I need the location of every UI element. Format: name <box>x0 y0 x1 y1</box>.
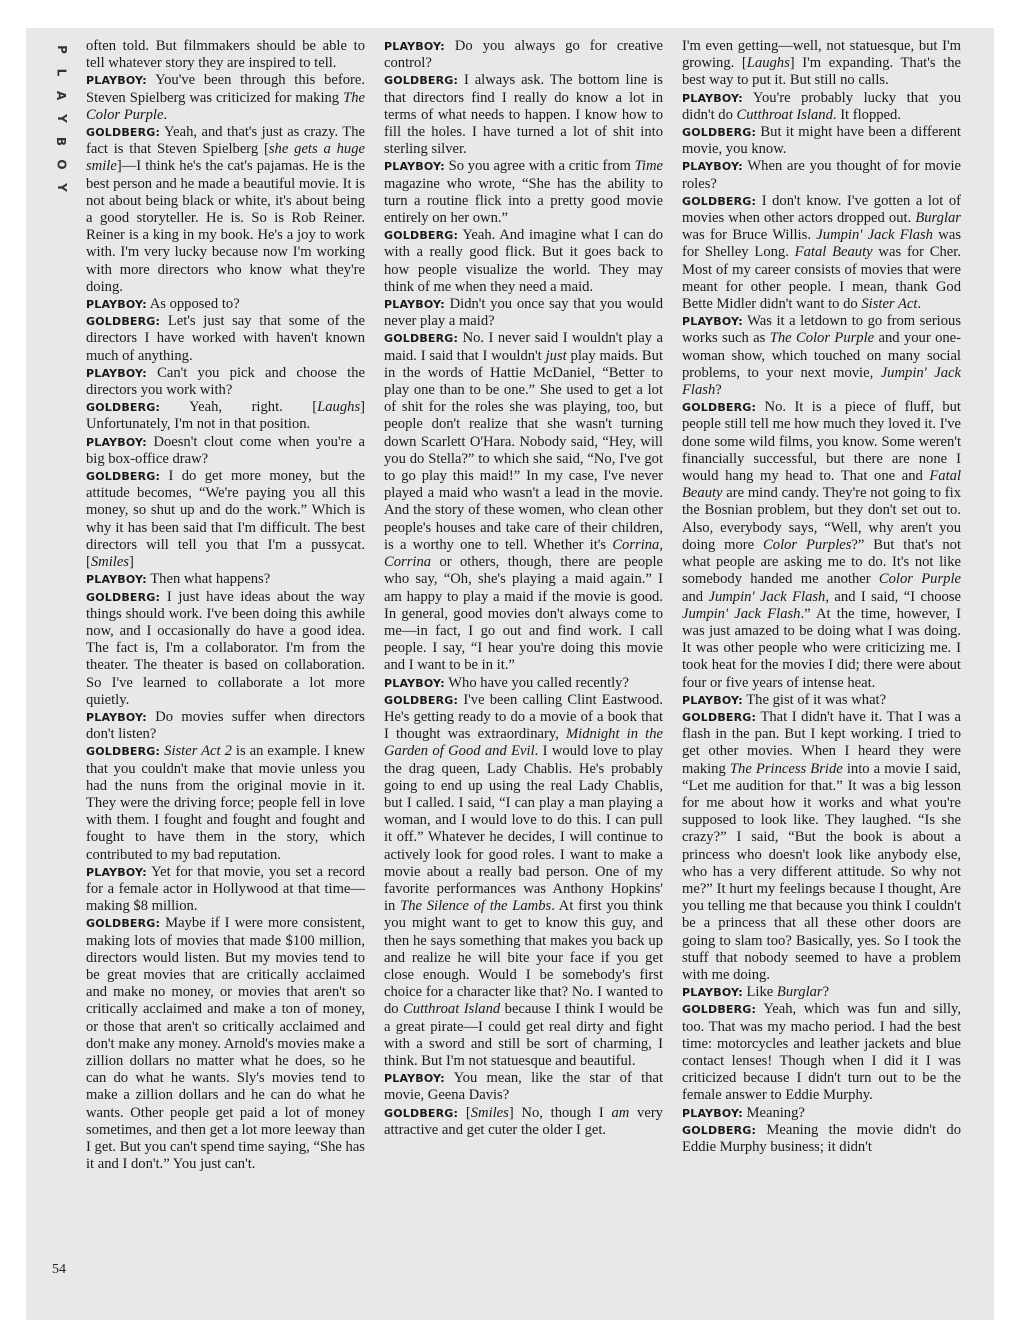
interview-paragraph <box>86 468 365 571</box>
page-number: 54 <box>52 1262 66 1277</box>
body-text: magazine who wrote, “She has the ability to turn a routine flick into a pretty good movie entirely on her own.” <box>384 175 663 227</box>
interview-paragraph <box>682 399 961 691</box>
side-label-letter: O <box>54 159 69 170</box>
body-text: [ <box>465 1104 471 1121</box>
body-text: So you agree with a critic from <box>448 158 635 175</box>
italic-title: Laughs <box>317 399 361 416</box>
body-text: . At first you think you might want to get to know this guy, and then he says something that makes you back up and realize he will bite your face if you get close enough. Would I be somebody's first choice for a character like that? No. I wanted to do <box>384 898 664 1018</box>
italic-title: Cutthroat Island <box>736 106 833 123</box>
body-text: Yeah, which was fun and silly, too. That was my macho period. I had the best time: motorcycles and leather jackets and blue contact lenses! Though when I did it I was criticized because I didn't turn out to be the female answer to Eddie Murphy. <box>682 1001 961 1104</box>
interview-paragraph <box>86 72 365 124</box>
body-text: No. I never said I wouldn't play a maid. I said that I wouldn't <box>384 330 663 364</box>
speaker-label: GOLDBERG: <box>682 710 757 724</box>
body-text: often told. But filmmakers should be able to tell whatever story they are inspired to tell. <box>86 38 365 72</box>
interview-paragraph <box>682 313 961 399</box>
side-label-letter: B <box>54 136 69 147</box>
italic-title: The Princess Bride <box>729 760 843 777</box>
italic-title: Color Purples <box>763 536 852 553</box>
body-text: was for Shelley Long. <box>682 227 961 261</box>
interview-paragraph <box>86 864 365 916</box>
text-column-1 <box>86 38 365 1173</box>
italic-title: Fatal Beauty <box>682 468 961 502</box>
interview-paragraph <box>682 709 961 984</box>
interview-paragraph <box>682 158 961 192</box>
italic-title: Smiles <box>470 1104 509 1121</box>
interview-paragraph <box>86 589 365 709</box>
speaker-label: PLAYBOY: <box>682 693 743 707</box>
body-text: , and I said, “I choose <box>825 588 961 605</box>
italic-title: Cutthroat Island <box>403 1001 501 1018</box>
speaker-label: GOLDBERG: <box>86 590 161 604</box>
italic-title: am <box>611 1104 630 1121</box>
body-text: Yet for that movie, you set a record for a female actor in Hollywood at that time—making $8 million. <box>86 863 365 915</box>
text-column-3 <box>682 38 961 1156</box>
body-text: I just have ideas about the way things should work. I've been doing this awhile now, and I occasionally do have a good idea. The fact is, I'm a collaborator. I'm from the theater. The theater is based on collaboration. So I've learned to collaborate a lot more quietly. <box>86 588 366 708</box>
body-text: You're probably lucky that you didn't do <box>682 89 962 123</box>
italic-title: Corrina, Corrina <box>384 536 663 571</box>
speaker-label: PLAYBOY: <box>384 1072 445 1086</box>
interview-paragraph <box>86 709 365 743</box>
body-text: I do get more money, but the attitude becomes, “We're paying you all this money, so shut up and do the work.” Which is why it has been said that I'm difficult. The best directors will tell you that I'm a pussycat. [ <box>86 468 365 571</box>
italic-title: Sister Act 2 <box>164 743 232 760</box>
body-text: . I would love to play the drag queen, Lady Chablis. He's probably going to end up using the real Lady Chablis, but I called. I said, “I can play a man playing a woman, and I would love to do this. I can pull it off.” Whatever he decides, I will continue to actively look for good roles. I want to make a movie about a really bad person. One of my favorite performances was Anthony Hopkins' in <box>384 743 664 915</box>
body-text: was for Bruce Willis. <box>682 227 817 244</box>
body-text: is an example. I knew that you couldn't make that movie unless you had the nuns from the original movie in it. They were the driving force; people fell in love with them. I fought and fought and fought and fought to have them in the story, which contributed to my bad reputation. <box>86 743 365 863</box>
body-text: .” At the time, however, I was just amazed to be doing what I was doing. It was other people who were criticizing me. I took heat for the movies I did; there were about four or five years of intense heat. <box>682 605 961 691</box>
speaker-label: PLAYBOY: <box>86 573 147 587</box>
body-text: Meaning? <box>746 1104 805 1121</box>
speaker-label: GOLDBERG: <box>86 917 161 931</box>
speaker-label: GOLDBERG: <box>86 315 161 329</box>
speaker-label: PLAYBOY: <box>86 366 147 380</box>
body-text: ?” But that's not what people are asking me to do. It's not like somebody handed me another <box>682 536 962 588</box>
interview-paragraph <box>384 330 663 674</box>
body-text: play maids. But in the words of Hattie McDaniel, “Better to play one than to be one.” She used to get a lot of shit for the roles she was playing, too, but people don't realize that she wasn't turning down Scarlett O'Hara. Nobody said, “Hey, will you do Stella?” to which she said, “No, I've got to go play this maid!” In my case, I've never played a maid who wasn't a lead in the movie. And the story of these women, who clean other people's houses and take care of their children, is a worthy one to tell. Whether it's <box>384 347 663 553</box>
body-text: Can't you pick and choose the directors you work with? <box>86 364 365 399</box>
body-text: into a movie I said, “Let me audition for that.” It was a big lesson for me about how it works and what you're supposed to look like. They laughed. “Is she crazy?” I said, “But the book is about a princess who doesn't look like anybody else, who has a very different attitude. So why not me?” It hurt my feelings because I thought, Are you telling me that because you think I couldn't be a princess that all these other doors are going to slam too? Basically, yes. So I took the stuff that nobody seemed to have a problem with me doing. <box>682 760 961 983</box>
speaker-label: GOLDBERG: <box>384 332 459 346</box>
body-text: Who have you called recently? <box>448 674 629 691</box>
body-text: ] No, though I <box>508 1104 612 1121</box>
body-text: Do you always go for creative control? <box>384 38 663 72</box>
interview-paragraph <box>384 1105 663 1139</box>
body-text: Meaning the movie didn't do Eddie Murphy business; it didn't <box>682 1121 961 1155</box>
side-label-letter: L <box>54 68 69 77</box>
italic-title: Burglar <box>776 984 823 1001</box>
italic-title: Jumpin' Jack Flash <box>708 588 826 605</box>
interview-paragraph <box>86 313 365 365</box>
body-text: ] Unfortunately, I'm not in that position. <box>86 399 365 433</box>
interview-paragraph <box>86 399 365 433</box>
side-label-letter: Y <box>54 114 69 123</box>
body-text: Then what happens? <box>150 571 271 588</box>
interview-paragraph <box>384 38 663 72</box>
body-text: and your one-woman show, which touched on many social problems, to your next movie, <box>682 330 961 381</box>
interview-paragraph <box>682 1001 961 1104</box>
speaker-label: GOLDBERG: <box>682 1003 757 1017</box>
body-text: Do movies suffer when directors don't listen? <box>86 708 365 743</box>
speaker-label: GOLDBERG: <box>86 745 161 759</box>
interview-paragraph <box>86 365 365 399</box>
body-text: or others, though, there are people who say, “Oh, she's playing a maid again.” I am happy to play a maid if the movie is good. In general, good movies don't always come to me—in fact, I go out and find work. I call people. I say, “I hear you're doing this movie and I want to be in it.” <box>384 554 663 674</box>
italic-title: Smiles <box>90 554 129 571</box>
side-label-letter: P <box>54 45 69 54</box>
interview-paragraph <box>86 743 365 863</box>
speaker-label: PLAYBOY: <box>682 986 743 1000</box>
speaker-label: GOLDBERG: <box>86 470 161 484</box>
italic-title: Midnight in the Garden of Good and Evil <box>384 726 663 760</box>
interview-paragraph <box>682 38 961 90</box>
interview-paragraph <box>682 124 961 158</box>
magazine-side-label <box>54 38 68 199</box>
speaker-label: GOLDBERG: <box>384 74 459 88</box>
body-text: But it might have been a different movie, you know. <box>682 124 961 158</box>
italic-title: Sister Act <box>861 296 918 313</box>
body-text: Doesn't clout come when you're a big box-office draw? <box>86 433 365 467</box>
side-label-letter: A <box>54 90 69 101</box>
speaker-label: PLAYBOY: <box>384 676 445 690</box>
italic-title: The Silence of the Lambs <box>400 898 552 915</box>
body-text: You mean, like the star of that movie, Geena Davis? <box>384 1070 663 1104</box>
interview-paragraph <box>384 675 663 692</box>
body-text: No. It is a piece of fluff, but people still tell me how much they loved it. I've done some wild films, you know. Some weren't financially successful, but there are none I would hang my head to. That one and <box>682 399 961 485</box>
interview-paragraph <box>682 1122 961 1156</box>
interview-paragraph <box>384 1070 663 1104</box>
side-label-letter: Y <box>54 183 69 192</box>
interview-paragraph <box>86 571 365 588</box>
body-text: Was it a letdown to go from serious works such as <box>682 313 962 347</box>
body-text: Let's just say that some of the directors I have worked with haven't known much of anything. <box>86 313 365 364</box>
body-text: Like <box>746 984 777 1001</box>
speaker-label: PLAYBOY: <box>384 160 445 174</box>
body-text: . It flopped. <box>832 106 901 123</box>
body-text: ]—I think he's the cat's pajamas. He is the best person and he made a beautiful movie. It is not about being black or white, it's about being a good storyteller. He is. So is Rob Reiner. Reiner is a king in my book. He's a joy to work with. I'm very lucky because now I'm working with more directors who know what they're doing. <box>86 158 365 295</box>
speaker-label: PLAYBOY: <box>86 298 147 312</box>
body-text: You've been through this before. Steven Spielberg was criticized for making <box>86 72 366 106</box>
speaker-label: PLAYBOY: <box>384 40 445 53</box>
speaker-label: GOLDBERG: <box>682 1123 757 1137</box>
speaker-label: PLAYBOY: <box>86 710 147 724</box>
interview-paragraph <box>86 434 365 468</box>
speaker-label: PLAYBOY: <box>86 865 147 879</box>
speaker-label: GOLDBERG: <box>384 229 459 243</box>
italic-title: The Color Purple <box>86 89 365 123</box>
body-text: Yeah, and that's just as crazy. The fact is that Steven Spielberg [ <box>86 124 365 158</box>
body-text: ] <box>128 554 134 571</box>
interview-paragraph <box>86 915 365 1173</box>
body-text: I always ask. The bottom line is that directors find I really do know a lot in terms of what needs to happen. I know how to fill the holes. I have turned a lot of shit into sterling silver. <box>384 72 663 158</box>
body-text: . <box>163 106 168 123</box>
body-text: are mind candy. They're not going to fix the Bosnian problem, but they don't set out to. Also, everybody says, “Well, why aren't you doing more <box>682 485 961 553</box>
body-text: was for Cher. Most of my career consists of movies that were meant for other people. I mean, thank God Bette Midler didn't want to do <box>682 244 961 313</box>
interview-paragraph <box>682 193 961 313</box>
body-text: because I think I would be a great pirate—I could get real dirty and fight with a sword and still be sort of charming, I think. But I'm not statuesque and beautiful. <box>384 1001 664 1069</box>
body-text: ? <box>715 382 722 399</box>
italic-title: Jumpin' Jack Flash <box>816 227 933 244</box>
interview-paragraph <box>86 124 365 296</box>
speaker-label: GOLDBERG: <box>682 126 757 140</box>
italic-title: she gets a huge smile <box>86 141 365 175</box>
interview-paragraph <box>384 72 663 158</box>
body-text: That I didn't have it. That I was a flash in the pan. But I kept working. I tried to get other movies. When I heard they were making <box>682 708 961 777</box>
body-text: Maybe if I were more consistent, making lots of movies that made $100 million, directors would listen. But my movies tend to be great movies that are critically acclaimed and make no money, or movies that aren't so critically acclaimed and make a ton of money, or those that aren't so critically acclaimed and don't make any money. Arnold's movies make a zillion dollars no matter what he does, so he can do what he wants. Sly's movies tend to make a zillion dollars and he can do what he wants. Other people get paid a lot of money sometimes, and then get a lot more leeway than I get. But you can't spend time saying, “She has it and I don't.” You just can't. <box>86 915 365 1173</box>
body-text: very attractive and get cuter the older I get. <box>384 1104 663 1138</box>
body-text: I don't know. I've gotten a lot of movies when other actors dropped out. <box>682 192 961 227</box>
speaker-label: PLAYBOY: <box>86 435 147 449</box>
body-text: Yeah, right. [ <box>189 399 318 416</box>
speaker-label: PLAYBOY: <box>86 74 147 88</box>
body-text: and <box>682 588 709 605</box>
body-text: . <box>917 296 922 313</box>
interview-paragraph <box>682 692 961 709</box>
body-text: I'm even getting—well, not statuesque, but I'm growing. [ <box>682 38 961 72</box>
italic-title: Color Purple <box>878 571 961 588</box>
interview-paragraph <box>682 984 961 1001</box>
body-text: Didn't you once say that you would never play a maid? <box>384 296 663 330</box>
speaker-label: PLAYBOY: <box>682 1106 743 1120</box>
speaker-label: GOLDBERG: <box>384 1106 459 1120</box>
speaker-label: GOLDBERG: <box>86 126 161 140</box>
body-text: The gist of it was what? <box>746 691 887 708</box>
italic-title: Jumpin' Jack Flash <box>682 605 801 622</box>
interview-paragraph <box>86 38 365 72</box>
italic-title: just <box>545 347 567 364</box>
speaker-label: PLAYBOY: <box>682 160 743 174</box>
italic-title: Time <box>634 158 663 175</box>
interview-paragraph <box>384 227 663 296</box>
speaker-label: GOLDBERG: <box>86 401 161 415</box>
interview-paragraph <box>384 692 663 1070</box>
interview-paragraph <box>86 296 365 313</box>
italic-title: Fatal Beauty <box>794 244 873 261</box>
body-text: ? <box>822 984 830 1001</box>
italic-title: The Color Purple <box>769 330 875 347</box>
body-text: As opposed to? <box>149 296 240 313</box>
speaker-label: PLAYBOY: <box>682 91 743 105</box>
interview-paragraph <box>682 1105 961 1122</box>
speaker-label: GOLDBERG: <box>682 194 757 208</box>
body-text: When are you thought of for movie roles? <box>682 158 962 192</box>
body-text: I've been calling Clint Eastwood. He's getting ready to do a movie of a book that I thought was extraordinary, <box>384 691 663 743</box>
italic-title: Jumpin' Jack Flash <box>682 364 961 399</box>
body-text: Yeah. And imagine what I can do with a really good flick. But it goes back to how people visualize the world. They may think of me when they need a maid. <box>384 227 664 295</box>
interview-paragraph <box>682 90 961 124</box>
speaker-label: GOLDBERG: <box>682 401 757 415</box>
interview-paragraph <box>384 158 663 227</box>
body-text: ] I'm expanding. That's the best way to put it. But still no calls. <box>682 55 961 89</box>
speaker-label: PLAYBOY: <box>384 298 445 312</box>
speaker-label: PLAYBOY: <box>682 315 743 329</box>
interview-paragraph <box>384 296 663 330</box>
italic-title: Burglar <box>915 210 961 227</box>
text-column-2 <box>384 38 663 1139</box>
italic-title: Laughs <box>746 55 790 72</box>
speaker-label: GOLDBERG: <box>384 693 459 707</box>
